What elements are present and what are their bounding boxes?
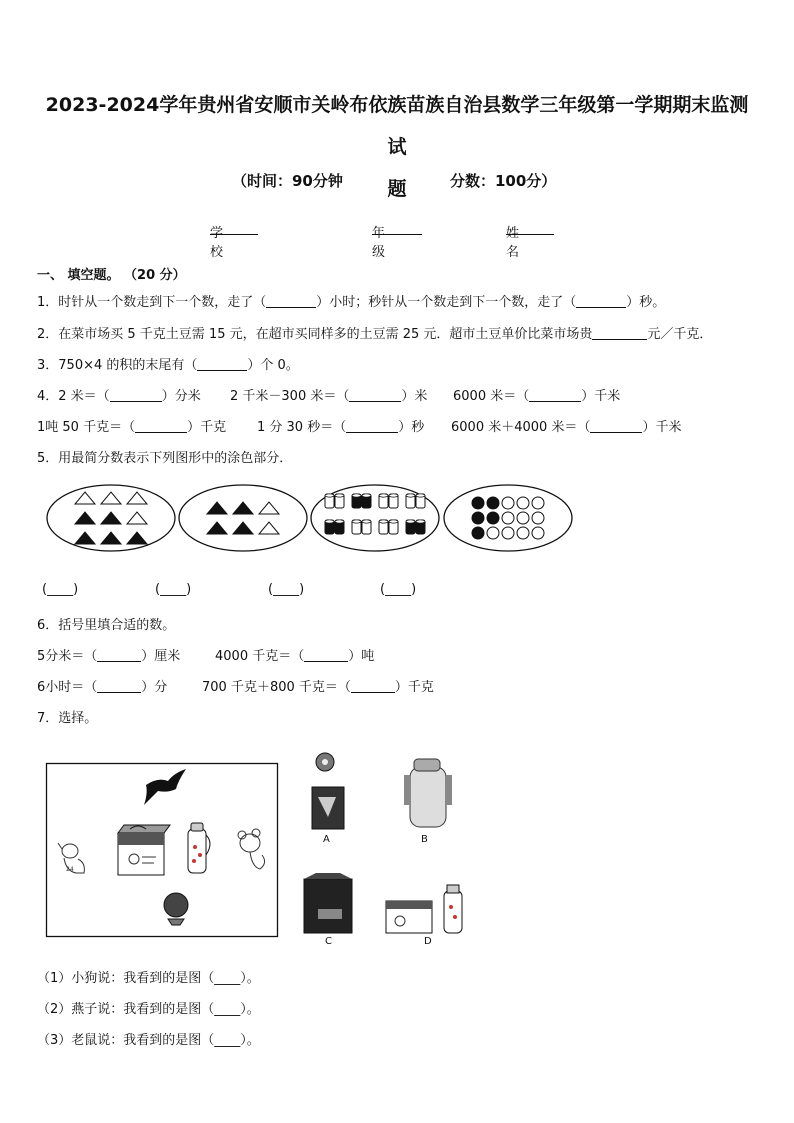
q4-blank-2[interactable] <box>349 389 401 402</box>
fraction-figures <box>0 478 794 578</box>
figure-3-shapes <box>325 494 425 534</box>
empty-circle <box>532 527 544 539</box>
figure-2-shapes <box>207 502 279 534</box>
option-b-label: B <box>421 834 428 845</box>
question-1: 1．时针从一个数走到下一个数，走了（ ）小时；秒针从一个数走到下一个数，走了（ ）秒。 <box>37 295 666 310</box>
empty-triangle <box>101 492 121 504</box>
q4-blank-3[interactable] <box>529 389 581 402</box>
shaded-cylinder <box>406 520 425 534</box>
empty-circle <box>502 527 514 539</box>
empty-cylinder <box>352 520 371 534</box>
q6-blank-2[interactable] <box>304 649 348 662</box>
q4-blank-5[interactable] <box>346 420 398 433</box>
q4-blank-1[interactable] <box>110 389 162 402</box>
q7-sub-1: （1）小狗说：我看到的是图（____）。 <box>37 971 260 986</box>
empty-circle <box>517 512 529 524</box>
shaded-circle <box>487 497 499 509</box>
q6-item-3: 6小时＝（ ）分 <box>37 680 168 695</box>
empty-triangle <box>259 522 279 534</box>
gift-box-icon <box>118 825 170 875</box>
option-d-label: D <box>424 936 432 947</box>
shaded-triangle <box>101 532 121 544</box>
figure-2-oval <box>179 485 307 551</box>
q6-item-4: 700 千克＋800 千克＝（ ）千克 <box>202 680 434 695</box>
q5-answer-1[interactable]: (____) <box>42 582 79 597</box>
option-a-picture[interactable] <box>312 753 344 829</box>
school-label: 学校 <box>210 226 224 260</box>
empty-circle <box>487 527 499 539</box>
option-a-label: A <box>323 834 330 845</box>
q6-blank-3[interactable] <box>97 680 141 693</box>
q6-item-1: 5分米＝（ ）厘米 <box>37 649 181 664</box>
question-6: 6．括号里填合适的数。 <box>37 618 176 633</box>
shaded-triangle <box>101 512 121 524</box>
empty-triangle <box>127 492 147 504</box>
q7-sub-2: （2）燕子说：我看到的是图（____）。 <box>37 1002 260 1017</box>
grade-field[interactable] <box>372 222 422 235</box>
grade-label: 年级 <box>372 226 386 260</box>
empty-circle <box>532 512 544 524</box>
q4-blank-4[interactable] <box>135 420 187 433</box>
empty-triangle <box>75 492 95 504</box>
empty-cylinder <box>379 520 398 534</box>
figure-4-shapes <box>472 497 544 539</box>
empty-cylinder <box>379 494 398 508</box>
empty-circle <box>502 512 514 524</box>
shaded-circle <box>487 512 499 524</box>
q6-blank-1[interactable] <box>97 649 141 662</box>
shaded-triangle <box>233 522 253 534</box>
q5-answer-3[interactable]: (____) <box>268 582 305 597</box>
q5-answer-4[interactable]: (____) <box>380 582 417 597</box>
section-heading: 一、 填空题。 （20 分） <box>37 268 186 283</box>
shaded-triangle <box>207 502 227 514</box>
q6-blank-4[interactable] <box>351 680 395 693</box>
question-3: 3．750×4 的积的末尾有（ ）个 0。 <box>37 358 299 373</box>
q1-blank-1[interactable] <box>266 295 316 308</box>
shaded-triangle <box>207 522 227 534</box>
question-2: 2．在菜市场买 5 千克土豆需 15 元，在超市买同样多的土豆需 25 元．超市土豆单价比菜市场贵 元／千克． <box>37 327 713 342</box>
scene-picture <box>46 763 278 937</box>
name-field[interactable] <box>506 222 554 235</box>
shaded-triangle <box>127 532 147 544</box>
title-line-2: 题 <box>387 178 407 200</box>
exam-time: （时间：90分钟 <box>232 172 343 190</box>
empty-circle <box>502 497 514 509</box>
title-line-1: 2023-2024学年贵州省安顺市关岭布依族苗族自治县数学三年级第一学期期末监测试 <box>45 94 749 158</box>
empty-cylinder <box>406 494 425 508</box>
option-c-label: C <box>325 936 332 947</box>
q1-blank-2[interactable] <box>576 295 626 308</box>
shaded-triangle <box>75 512 95 524</box>
name-label: 姓名 <box>506 226 520 260</box>
empty-triangle <box>259 502 279 514</box>
shaded-cylinder <box>325 520 344 534</box>
shaded-circle <box>472 527 484 539</box>
empty-cylinder <box>325 494 344 508</box>
empty-triangle <box>127 512 147 524</box>
q3-blank[interactable] <box>197 358 247 371</box>
q7-sub-3: （3）老鼠说：我看到的是图（____）。 <box>37 1033 260 1048</box>
shaded-cylinder <box>352 494 371 508</box>
shaded-triangle <box>233 502 253 514</box>
question-5: 5．用最简分数表示下列图形中的涂色部分． <box>37 451 293 466</box>
shaded-triangle <box>75 532 95 544</box>
option-pictures <box>296 745 496 945</box>
q6-item-2: 4000 千克＝（ ）吨 <box>215 649 375 664</box>
exam-title <box>40 84 754 210</box>
figure-1-shapes <box>75 492 147 544</box>
shaded-circle <box>472 497 484 509</box>
option-b-picture[interactable] <box>404 759 452 827</box>
shaded-circle <box>472 512 484 524</box>
empty-circle <box>517 497 529 509</box>
question-7: 7．选择。 <box>37 711 98 726</box>
exam-score: 分数：100分） <box>450 172 557 190</box>
q4-blank-6[interactable] <box>590 420 642 433</box>
option-d-picture[interactable] <box>386 885 462 933</box>
empty-circle <box>517 527 529 539</box>
empty-circle <box>532 497 544 509</box>
q5-answer-2[interactable]: (____) <box>155 582 192 597</box>
school-field[interactable] <box>210 222 258 235</box>
q2-blank[interactable] <box>592 327 647 340</box>
svg-text:24: 24 <box>66 866 74 873</box>
option-c-picture[interactable] <box>304 873 352 933</box>
